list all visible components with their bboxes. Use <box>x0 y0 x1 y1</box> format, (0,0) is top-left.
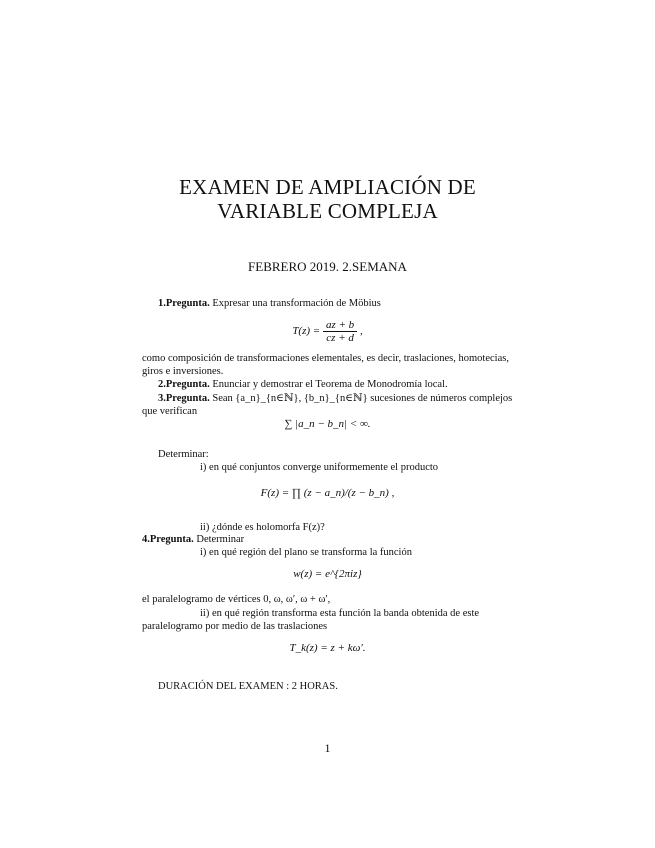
question-4-part-ii: ii) en qué región transforma esta función la banda obtenida de este paralelogramo por medio de las traslaciones <box>142 608 480 632</box>
question-3 <box>142 392 514 418</box>
question-2-text: Enunciar y demostrar el Teorema de Monodromía local. <box>209 379 448 390</box>
question-3-part-i: i) en qué conjuntos converge uniformemente el producto <box>200 462 439 473</box>
mobius-end: , <box>359 325 363 338</box>
page-number: 1 <box>324 741 331 755</box>
sum-equation: ∑ |a_n − b_n| < ∞. <box>284 418 371 430</box>
function-equation: w(z) = e^{2πiz} <box>293 568 362 580</box>
exam-duration: DURACIÓN DEL EXAMEN : 2 HORAS. <box>158 681 338 692</box>
mobius-fraction <box>323 319 357 344</box>
question-1-text: Expresar una transformación de Möbius <box>209 298 381 309</box>
mobius-denominator: cz + d <box>326 332 354 344</box>
exam-subtitle: FEBRERO 2019. 2.SEMANA <box>248 259 407 274</box>
question-3-part-ii: ii) ¿dónde es holomorfa F(z)? <box>200 522 325 533</box>
question-2 <box>142 378 514 391</box>
question-4-text: Determinar <box>193 534 245 545</box>
exam-title-line2: VARIABLE COMPLEJA <box>217 199 438 223</box>
question-2-label: 2.Pregunta. <box>158 379 210 390</box>
translation-equation: T_k(z) = z + kω′. <box>289 642 366 654</box>
question-1 <box>142 297 514 310</box>
mobius-equation <box>0 319 655 344</box>
product-equation: F(z) = ∏ (z − a_n)/(z − b_n) , <box>260 487 395 499</box>
question-4 <box>142 533 514 546</box>
mobius-numerator: az + b <box>323 319 357 332</box>
question-3-text: Sean {a_n}_{n∈ℕ}, {b_n}_{n∈ℕ} sucesiones de números complejos que verifican <box>142 393 513 417</box>
exam-title-line1: EXAMEN DE AMPLIACIÓN DE <box>179 175 476 199</box>
question-4-parallelogram: el paralelogramo de vértices 0, ω, ω′, ω + ω′, <box>142 594 331 605</box>
question-4-part-i: i) en qué región del plano se transforma la función <box>200 547 412 558</box>
mobius-lhs: T(z) = <box>292 325 323 338</box>
question-1-after: como composición de transformaciones elementales, es decir, traslaciones, homotecias, giros e inversiones. <box>142 353 509 377</box>
question-1-label: 1.Pregunta. <box>158 298 210 309</box>
question-3-determinar: Determinar: <box>158 449 209 460</box>
question-3-label: 3.Pregunta. <box>158 393 210 404</box>
question-4-label: 4.Pregunta. <box>142 534 194 545</box>
